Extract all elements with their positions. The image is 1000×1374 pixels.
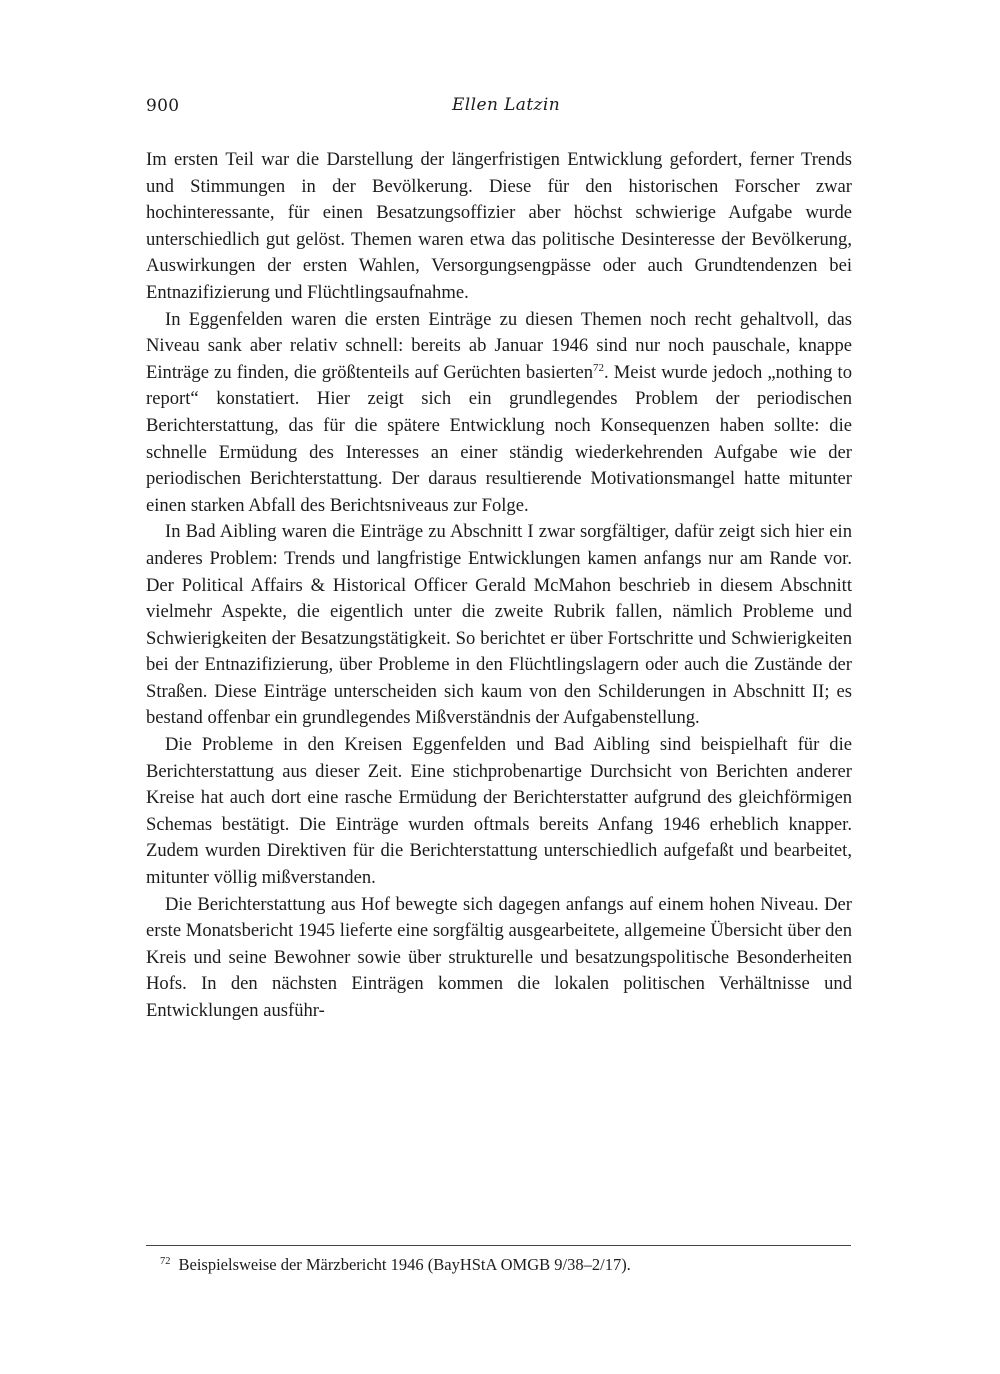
footnote-reference-72: 72 xyxy=(593,361,605,374)
paragraph-5: Die Berichterstattung aus Hof bewegte sich dagegen anfangs auf einem hohen Niveau. Der erste Monatsbericht 1945 lieferte eine sorgfältig ausgearbeitete, allgemeine Übersicht über den Kreis und seine Bewohner sowie über strukturelle und besatzungspolitische Besonderheiten Hofs. In den nächsten Einträgen kommen die lokalen politischen Verhältnisse und Entwicklungen ausführ- xyxy=(146,893,852,1021)
paragraph-3: In Bad Aibling waren die Einträge zu Abschnitt I zwar sorgfältiger, dafür zeigt sich hier ein anderes Problem: Trends und langfristige Entwicklungen kamen anfangs nur am Rande vor. Der Political Affairs & Historical Officer Gerald McMahon beschrieb in diesem Abschnitt vielmehr Aspekte, die eigentlich unter die zweite Rubrik fallen, nämlich Probleme und Schwierigkeiten der Besatzungstätigkeit. So berichtet er über Fortschritte und Schwierigkeiten bei der Entnazifizierung, über Probleme in den Flüchtlingslagern oder auch die Zustände der Straßen. Diese Einträge unterscheiden sich kaum von den Schilderungen in Abschnitt II; es bestand offenbar ein grundlegendes Mißverständnis der Aufgabenstellung. xyxy=(146,521,852,729)
footnote-divider xyxy=(146,1245,851,1246)
paragraph-1: Im ersten Teil war die Darstellung der längerfristigen Entwicklung gefordert, ferner Trends und Stimmungen in der Bevölkerung. Diese für den historischen Forscher zwar hochinteressante, für einen Besatzungsoffizier aber höchst schwierige Aufgabe wurde unterschiedlich gut gelöst. Themen waren etwa das politische Desinteresse der Bevölkerung, Auswirkungen der ersten Wahlen, Versorgungsengpässe oder auch Grundtendenzen bei Entnazifizierung und Flüchtlingsaufnahme. xyxy=(146,149,852,303)
paragraph-2-text-b: . Meist wurde jedoch „nothing to report“ konstatiert. Hier zeigt sich ein grundlegendes Problem der periodischen Berichterstattung, das für die spätere Entwicklung noch Konsequenzen haben sollte: die schnelle Ermüdung des Interesses an einer ständig wiederkehrenden Aufgabe wie der periodischen Berichterstattung. Der daraus resultierende Motivationsmangel hatte mitunter einen starken Abfall des Berichtsniveaus zur Folge. xyxy=(146,361,852,516)
page-number: 900 xyxy=(146,96,180,116)
body-text xyxy=(146,147,852,1025)
paragraph-2-text-a: In Eggenfelden waren die ersten Einträge zu diesen Themen noch recht gehaltvoll, das Niveau sank aber relativ schnell: bereits ab Januar 1946 sind nur noch pauschale, knappe Einträge zu finden, die größtenteils auf Gerüchten basierten xyxy=(146,308,852,383)
running-head-author: Ellen Latzin xyxy=(452,95,561,115)
paragraph-2 xyxy=(146,307,852,520)
footnote-text: Beispielsweise der Märzbericht 1946 (BayHStA OMGB 9/38–2/17). xyxy=(178,1255,631,1274)
paragraph-4: Die Probleme in den Kreisen Eggenfelden und Bad Aibling sind beispielhaft für die Berichterstattung aus dieser Zeit. Eine stichprobenartige Durchsicht von Berichten anderer Kreise hat auch dort eine rasche Ermüdung der Berichterstatter aufgrund des gleichförmigen Schemas bestätigt. Die Einträge wurden oftmals bereits Anfang 1946 erheblich knapper. Zudem wurden Direktiven für die Berichterstattung unterschiedlich aufgefaßt und bearbeitet, mitunter völlig mißverstanden. xyxy=(146,734,852,889)
footnote-number: 72 xyxy=(160,1256,171,1267)
footnote-72 xyxy=(160,1254,850,1276)
